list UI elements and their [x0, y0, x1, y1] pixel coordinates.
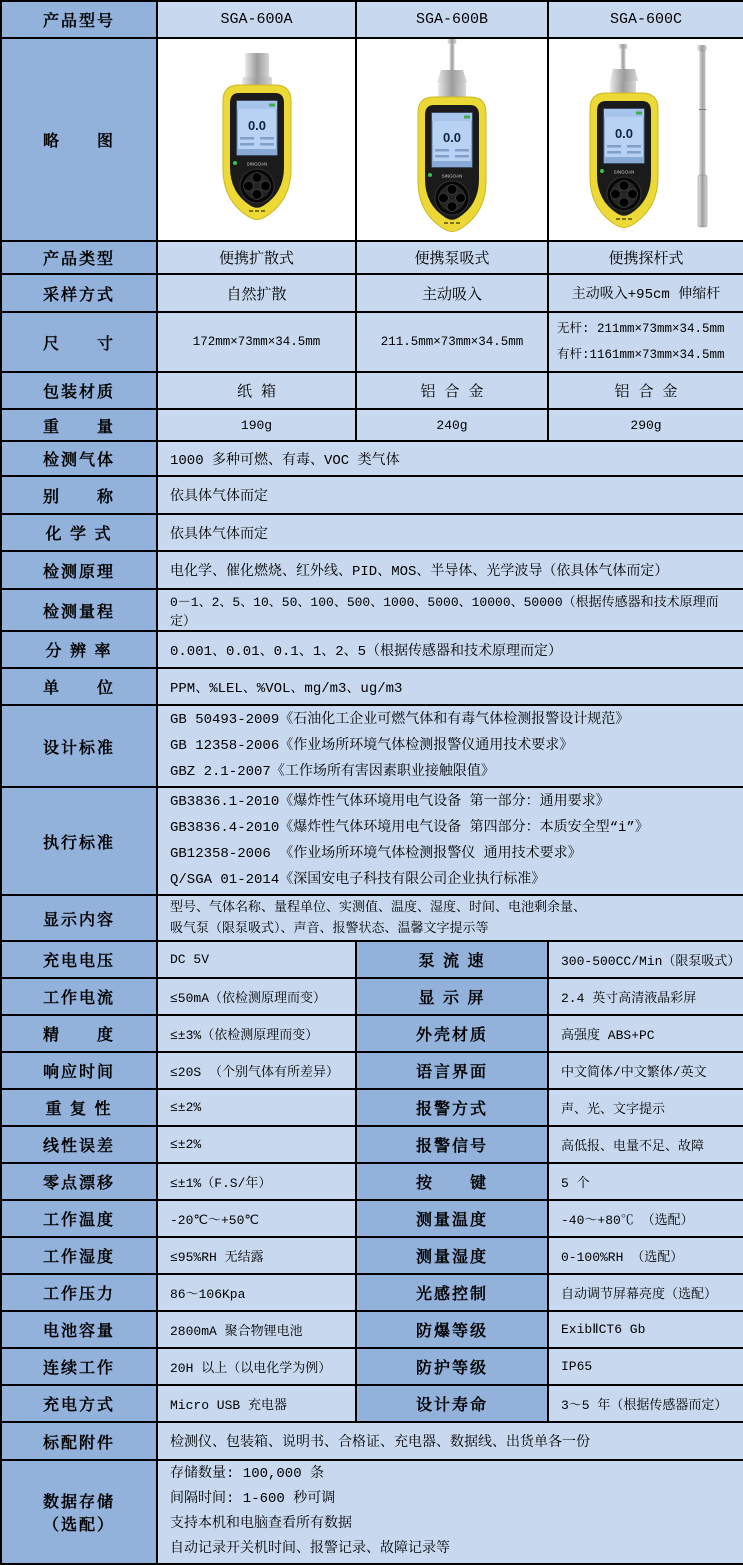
- display-content-label: 显示内容: [1, 895, 157, 941]
- design-standard-line: GB 50493-2009《石油化工企业可燃气体和有毒气体检测报警设计规范》: [170, 712, 630, 728]
- packaging-b: 铝 合 金: [356, 372, 548, 409]
- row-packaging-material: [1, 372, 743, 409]
- exec-standard-line: GB3836.1-2010《爆炸性气体环境用电气设备 第一部分：通用要求》: [170, 794, 610, 810]
- row-continuous-work-protection: [1, 1348, 743, 1385]
- explosionproof-grade-value: ExibⅡCT6 Gb: [548, 1311, 743, 1348]
- weight-a: 190g: [157, 409, 356, 441]
- row-unit: [1, 668, 743, 705]
- detected-gas-value: 1000 多种可燃、有毒、VOC 类气体: [157, 441, 743, 476]
- row-working-pressure-light-control: [1, 1274, 743, 1311]
- working-pressure-label: 工作压力: [1, 1274, 157, 1311]
- alias-label: 别 称: [1, 476, 157, 514]
- language-ui-value: 中文简体/中文繁体/英文: [548, 1052, 743, 1089]
- measure-humidity-label: 测量湿度: [356, 1237, 548, 1274]
- model-name-sga-600c: SGA-600C: [548, 1, 743, 38]
- shell-material-value: 高强度 ABS+PC: [548, 1015, 743, 1052]
- detected-gas-label: 检测气体: [1, 441, 157, 476]
- resolution-label: 分 辨 率: [1, 631, 157, 668]
- data-storage-line: 自动记录开关机时间、报警记录、故障记录等: [170, 1541, 450, 1557]
- exec-standard-line: Q/SGA 01-2014《深国安电子科技有限公司企业执行标准》: [170, 872, 546, 888]
- brand-text: SINGOAN: [441, 173, 463, 179]
- measure-humidity-value: 0-100%RH （选配）: [548, 1237, 743, 1274]
- exec-standard-line: GB12358-2006 《作业场所环境气体检测报警仪 通用技术要求》: [170, 846, 582, 862]
- detection-principle-label: 检测原理: [1, 551, 157, 589]
- sga-600a-device-photo: [157, 38, 356, 241]
- screen-reading: 0.0: [614, 126, 634, 141]
- pump-flow-value: 300-500CC/Min（限泵吸式）: [548, 941, 743, 978]
- sensor-cap-icon: [245, 53, 269, 79]
- product-type-a: 便携扩散式: [157, 241, 356, 274]
- alarm-signal-value: 高低报、电量不足、故障: [548, 1126, 743, 1163]
- protection-grade-label: 防护等级: [356, 1348, 548, 1385]
- sga-600b-device-photo: [356, 38, 548, 241]
- dimensions-label: 尺 寸: [1, 312, 157, 372]
- display-content-line: 型号、气体名称、量程单位、实测值、温度、湿度、时间、电池剩余量、: [170, 900, 587, 915]
- sga-600c-device-photo: [548, 38, 743, 241]
- display-screen-value: 2.4 英寸高清液晶彩屏: [548, 978, 743, 1015]
- continuous-work-label: 连续工作: [1, 1348, 157, 1385]
- row-zero-drift-buttons: [1, 1163, 743, 1200]
- design-life-value: 3～5 年（根据传感器而定）: [548, 1385, 743, 1422]
- working-current-label: 工作电流: [1, 978, 157, 1015]
- working-humidity-value: ≤95%RH 无结露: [157, 1237, 356, 1274]
- continuous-work-value: 20H 以上（以电化学为例）: [157, 1348, 356, 1385]
- sampling-c: 主动吸入+95cm 伸缩杆: [548, 274, 743, 312]
- unit-value: PPM、%LEL、%VOL、mg/m3、ug/m3: [157, 668, 743, 705]
- packaging-c: 铝 合 金: [548, 372, 743, 409]
- shell-material-label: 外壳材质: [356, 1015, 548, 1052]
- row-battery-explosionproof: [1, 1311, 743, 1348]
- sketch-label: 略 图: [1, 38, 157, 241]
- dimensions-b: 211.5mm×73mm×34.5mm: [356, 312, 548, 372]
- working-current-value: ≤50mA（依检测原理而变）: [157, 978, 356, 1015]
- linearity-error-label: 线性误差: [1, 1126, 157, 1163]
- response-time-label: 响应时间: [1, 1052, 157, 1089]
- row-product-type: [1, 241, 743, 274]
- row-design-standard: [1, 705, 743, 787]
- explosionproof-grade-label: 防爆等级: [356, 1311, 548, 1348]
- row-repeatability-alarm-mode: [1, 1089, 743, 1126]
- measure-temp-value: -40～+80℃ （选配）: [548, 1200, 743, 1237]
- charge-voltage-label: 充电电压: [1, 941, 157, 978]
- row-chemical-formula: [1, 514, 743, 551]
- zero-drift-value: ≤±1%（F.S/年）: [157, 1163, 356, 1200]
- sampling-method-label: 采样方式: [1, 274, 157, 312]
- display-content-line: 吸气泵（限泵吸式）、声音、报警状态、温馨文字提示等: [170, 921, 489, 936]
- detection-range-value: 0－1、2、5、10、50、100、500、1000、5000、10000、50000（根据传感器和技术原理而定）: [157, 589, 743, 631]
- design-standard-label: 设计标准: [1, 705, 157, 787]
- row-weight: [1, 409, 743, 441]
- buttons-label: 按 键: [356, 1163, 548, 1200]
- row-accessories: [1, 1422, 743, 1460]
- battery-capacity-value: 2800mA 聚合物锂电池: [157, 1311, 356, 1348]
- brand-text: SINGOAN: [613, 169, 635, 175]
- row-accuracy-shell: [1, 1015, 743, 1052]
- row-detected-gas: [1, 441, 743, 476]
- design-standard-line: GB 12358-2006《作业场所环境气体检测报警仪通用技术要求》: [170, 738, 574, 754]
- resolution-value: 0.001、0.01、0.1、1、2、5（根据传感器和技术原理而定）: [157, 631, 743, 668]
- exec-standard-line: GB3836.4-2010《爆炸性气体环境用电气设备 第四部分：本质安全型“i”》: [170, 820, 649, 836]
- data-storage-line: 存储数量: 100,000 条: [170, 1466, 325, 1482]
- diffusion-detector-image: [162, 39, 352, 235]
- exec-standard-value: [157, 787, 743, 895]
- display-content-value: [157, 895, 743, 941]
- screen-reading: 0.0: [247, 118, 266, 133]
- data-storage-value: [157, 1460, 743, 1564]
- row-dimensions: [1, 312, 743, 372]
- model-name-sga-600b: SGA-600B: [356, 1, 548, 38]
- row-sketch: [1, 38, 743, 241]
- charging-method-value: Micro USB 充电器: [157, 1385, 356, 1422]
- charging-method-label: 充电方式: [1, 1385, 157, 1422]
- row-charging-method-design-life: [1, 1385, 743, 1422]
- chemical-formula-label: 化 学 式: [1, 514, 157, 551]
- model-name-sga-600a: SGA-600A: [157, 1, 356, 38]
- zero-drift-label: 零点漂移: [1, 1163, 157, 1200]
- power-led-icon: [600, 169, 604, 173]
- response-time-value: ≤20S （个别气体有所差异）: [157, 1052, 356, 1089]
- row-working-current-display: [1, 978, 743, 1015]
- row-response-time-language: [1, 1052, 743, 1089]
- brand-text: SINGOAN: [246, 161, 267, 167]
- working-temp-label: 工作温度: [1, 1200, 157, 1237]
- pump-detector-image: [357, 39, 547, 235]
- row-charge-voltage-pump-flow: [1, 941, 743, 978]
- battery-capacity-label: 电池容量: [1, 1311, 157, 1348]
- row-exec-standard: [1, 787, 743, 895]
- row-working-humidity-measure-humidity: [1, 1237, 743, 1274]
- exec-standard-label: 执行标准: [1, 787, 157, 895]
- row-detection-range: [1, 589, 743, 631]
- light-control-label: 光感控制: [356, 1274, 548, 1311]
- row-display-content: [1, 895, 743, 941]
- working-pressure-value: 86～106Kpa: [157, 1274, 356, 1311]
- data-storage-line: 间隔时间: 1-600 秒可调: [170, 1491, 336, 1507]
- linearity-error-value: ≤±2%: [157, 1126, 356, 1163]
- probe-rod-detector-image: [551, 39, 741, 235]
- screen-reading: 0.0: [442, 130, 462, 145]
- row-resolution: [1, 631, 743, 668]
- repeatability-label: 重 复 性: [1, 1089, 157, 1126]
- chemical-formula-value: 依具体气体而定: [157, 514, 743, 551]
- product-type-label: 产品类型: [1, 241, 157, 274]
- unit-label: 单 位: [1, 668, 157, 705]
- row-alias: [1, 476, 743, 514]
- accessories-label: 标配附件: [1, 1422, 157, 1460]
- protection-grade-value: IP65: [548, 1348, 743, 1385]
- weight-label: 重 量: [1, 409, 157, 441]
- design-standard-value: [157, 705, 743, 787]
- row-sampling-method: [1, 274, 743, 312]
- dimensions-a: 172mm×73mm×34.5mm: [157, 312, 356, 372]
- buttons-value: 5 个: [548, 1163, 743, 1200]
- detection-principle-value: 电化学、催化燃烧、红外线、PID、MOS、半导体、光学波导（依具体气体而定）: [157, 551, 743, 589]
- accessories-value: 检测仪、包装箱、说明书、合格证、充电器、数据线、出货单各一份: [157, 1422, 743, 1460]
- row-product-model: [1, 1, 743, 38]
- alarm-mode-value: 声、光、文字提示: [548, 1089, 743, 1126]
- alias-value: 依具体气体而定: [157, 476, 743, 514]
- pump-flow-label: 泵 流 速: [356, 941, 548, 978]
- row-detection-principle: [1, 551, 743, 589]
- data-storage-label: [1, 1460, 157, 1564]
- charge-voltage-value: DC 5V: [157, 941, 356, 978]
- weight-c: 290g: [548, 409, 743, 441]
- row-linearity-alarm-signal: [1, 1126, 743, 1163]
- accuracy-value: ≤±3%（依检测原理而变）: [157, 1015, 356, 1052]
- dimensions-c-without-rod: 无杆: 211mm×73mm×34.5mm: [557, 322, 725, 336]
- product-model-label: 产品型号: [1, 1, 157, 38]
- dimensions-c-with-rod: 有杆:1161mm×73mm×34.5mm: [557, 348, 725, 362]
- data-storage-label-line1: 数据存储: [42, 1494, 115, 1511]
- design-life-label: 设计寿命: [356, 1385, 548, 1422]
- row-data-storage: [1, 1460, 743, 1564]
- row-working-temp-measure-temp: [1, 1200, 743, 1237]
- display-screen-label: 显 示 屏: [356, 978, 548, 1015]
- dimensions-c: [548, 312, 743, 372]
- power-led-icon: [233, 161, 237, 165]
- product-type-b: 便携泵吸式: [356, 241, 548, 274]
- detection-range-label: 检测量程: [1, 589, 157, 631]
- weight-b: 240g: [356, 409, 548, 441]
- sampling-b: 主动吸入: [356, 274, 548, 312]
- power-led-icon: [428, 173, 432, 177]
- product-type-c: 便携探杆式: [548, 241, 743, 274]
- packaging-a: 纸 箱: [157, 372, 356, 409]
- measure-temp-label: 测量温度: [356, 1200, 548, 1237]
- working-humidity-label: 工作湿度: [1, 1237, 157, 1274]
- telescopic-rod-icon: [697, 45, 707, 227]
- alarm-mode-label: 报警方式: [356, 1089, 548, 1126]
- repeatability-value: ≤±2%: [157, 1089, 356, 1126]
- data-storage-line: 支持本机和电脑查看所有数据: [170, 1516, 352, 1532]
- sampling-a: 自然扩散: [157, 274, 356, 312]
- alarm-signal-label: 报警信号: [356, 1126, 548, 1163]
- accuracy-label: 精 度: [1, 1015, 157, 1052]
- packaging-label: 包装材质: [1, 372, 157, 409]
- language-ui-label: 语言界面: [356, 1052, 548, 1089]
- design-standard-line: GBZ 2.1-2007《工作场所有害因素职业接触限值》: [170, 764, 495, 780]
- light-control-value: 自动调节屏幕亮度（选配）: [548, 1274, 743, 1311]
- data-storage-label-line2: （选配）: [42, 1517, 115, 1534]
- working-temp-value: -20℃～+50℃: [157, 1200, 356, 1237]
